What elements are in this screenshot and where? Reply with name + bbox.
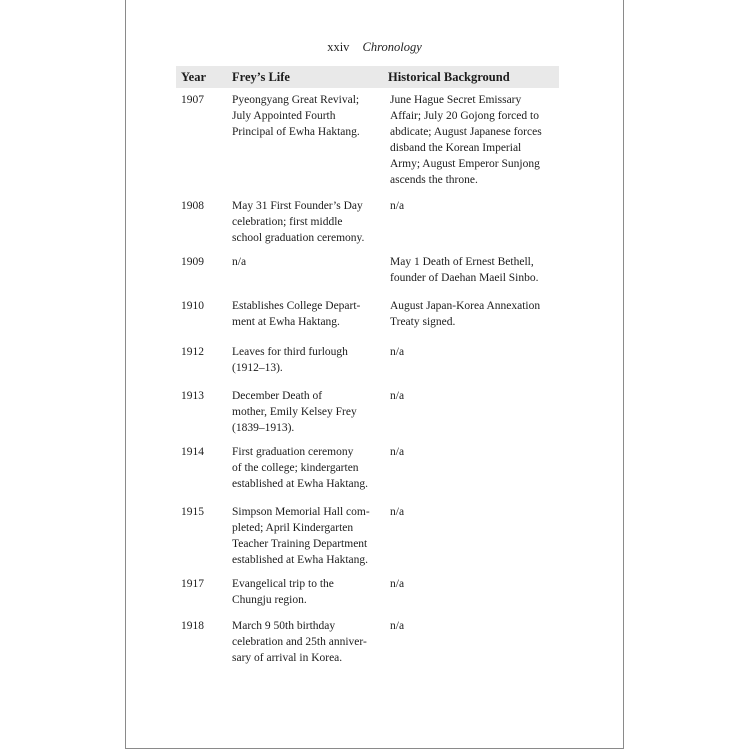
text-line: Army; August Emperor Sunjong: [390, 158, 540, 170]
row-year: 1907: [181, 94, 204, 106]
running-head: [126, 40, 623, 55]
text-line: (1839–1913).: [232, 422, 295, 434]
text-line: (1912–13).: [232, 362, 283, 374]
text-line: Teacher Training Department: [232, 538, 368, 550]
text-line: Simpson Memorial Hall com-: [232, 506, 370, 518]
page-number: xxiv: [327, 40, 350, 54]
row-freys-life: [232, 298, 372, 330]
row-historical-background: [390, 344, 555, 360]
row-freys-life: [232, 254, 372, 270]
text-line: n/a: [390, 200, 405, 212]
text-line: n/a: [390, 446, 405, 458]
text-line: established at Ewha Haktang.: [232, 478, 369, 490]
text-line: March 9 50th birthday: [232, 620, 336, 632]
text-line: celebration and 25th anniver-: [232, 636, 367, 648]
book-page: [125, 0, 624, 749]
text-line: June Hague Secret Emissary: [390, 94, 522, 106]
text-line: ascends the throne.: [390, 174, 478, 186]
text-line: of the college; kindergarten: [232, 462, 359, 474]
text-line: n/a: [232, 256, 247, 268]
header-life: Frey’s Life: [232, 70, 290, 84]
text-line: n/a: [390, 578, 405, 590]
row-historical-background: [390, 298, 555, 330]
row-freys-life: [232, 504, 372, 568]
row-historical-background: [390, 198, 555, 214]
row-year: 1915: [181, 506, 204, 518]
text-line: Chungju region.: [232, 594, 307, 606]
header-year: Year: [181, 70, 206, 84]
text-line: Treaty signed.: [390, 316, 456, 328]
row-historical-background: [390, 444, 555, 460]
row-historical-background: [390, 576, 555, 592]
text-line: disband the Korean Imperial: [390, 142, 522, 154]
text-line: Principal of Ewha Haktang.: [232, 126, 360, 138]
text-line: ment at Ewha Haktang.: [232, 316, 340, 328]
text-line: n/a: [390, 620, 405, 632]
text-line: celebration; first middle: [232, 216, 343, 228]
text-line: Leaves for third furlough: [232, 346, 348, 358]
text-line: mother, Emily Kelsey Frey: [232, 406, 357, 418]
text-line: May 1 Death of Ernest Bethell,: [390, 256, 534, 268]
row-year: 1918: [181, 620, 204, 632]
text-line: sary of arrival in Korea.: [232, 652, 343, 664]
row-freys-life: [232, 344, 372, 376]
text-line: Establishes College Depart-: [232, 300, 361, 312]
text-line: founder of Daehan Maeil Sinbo.: [390, 272, 539, 284]
row-freys-life: [232, 576, 372, 608]
row-historical-background: [390, 388, 555, 404]
text-line: established at Ewha Haktang.: [232, 554, 369, 566]
text-line: abdicate; August Japanese forces: [390, 126, 542, 138]
header-background: Historical Background: [388, 70, 510, 84]
row-freys-life: [232, 618, 372, 666]
text-line: Evangelical trip to the: [232, 578, 334, 590]
row-year: 1910: [181, 300, 204, 312]
text-line: May 31 First Founder’s Day: [232, 200, 363, 212]
table-header: [176, 66, 559, 88]
row-year: 1909: [181, 256, 204, 268]
row-historical-background: [390, 254, 555, 286]
row-freys-life: [232, 444, 372, 492]
row-year: 1912: [181, 346, 204, 358]
text-line: n/a: [390, 506, 405, 518]
text-line: n/a: [390, 346, 405, 358]
row-historical-background: [390, 92, 555, 188]
row-year: 1908: [181, 200, 204, 212]
text-line: n/a: [390, 390, 405, 402]
text-line: December Death of: [232, 390, 323, 402]
row-year: 1917: [181, 578, 204, 590]
row-year: 1913: [181, 390, 204, 402]
running-title: Chronology: [362, 40, 422, 54]
row-freys-life: [232, 198, 372, 246]
text-line: July Appointed Fourth: [232, 110, 336, 122]
row-historical-background: [390, 618, 555, 634]
text-line: First graduation ceremony: [232, 446, 354, 458]
row-freys-life: [232, 92, 372, 140]
text-line: Pyeongyang Great Revival;: [232, 94, 360, 106]
text-line: school graduation ceremony.: [232, 232, 365, 244]
text-line: pleted; April Kindergarten: [232, 522, 354, 534]
row-year: 1914: [181, 446, 204, 458]
text-line: Affair; July 20 Gojong forced to: [390, 110, 539, 122]
text-line: August Japan-Korea Annexation: [390, 300, 541, 312]
row-historical-background: [390, 504, 555, 520]
row-freys-life: [232, 388, 372, 436]
